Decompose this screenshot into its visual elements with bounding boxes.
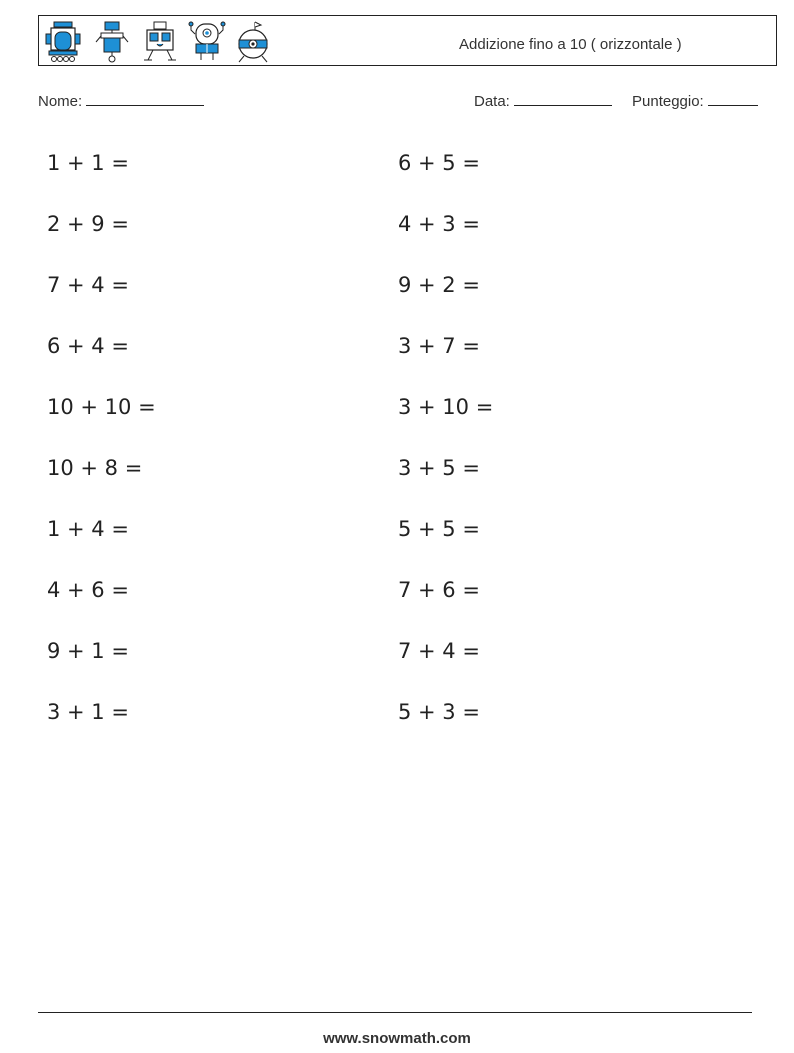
problem-right-6: 3 + 5 = [398,456,480,480]
name-label: Nome: [38,93,83,110]
worksheet-title: Addizione fino a 10 ( orizzontale ) [459,36,682,53]
problem-right-10: 5 + 3 = [398,700,480,724]
problem-right-4: 3 + 7 = [398,334,480,358]
problem-right-7: 5 + 5 = [398,517,480,541]
problem-right-5: 3 + 10 = [398,395,494,419]
problem-right-1: 6 + 5 = [398,151,480,175]
problem-left-7: 1 + 4 = [47,517,129,541]
problem-left-6: 10 + 8 = [47,456,143,480]
problem-right-9: 7 + 4 = [398,639,480,663]
problem-left-4: 6 + 4 = [47,334,129,358]
problem-left-1: 1 + 1 = [47,151,129,175]
score-label: Punteggio: [632,93,704,110]
problem-left-8: 4 + 6 = [47,578,129,602]
problem-left-2: 2 + 9 = [47,212,129,236]
problem-left-3: 7 + 4 = [47,273,129,297]
date-label: Data: [474,93,510,110]
problem-right-2: 4 + 3 = [398,212,480,236]
problem-left-9: 9 + 1 = [47,639,129,663]
footer-url: www.snowmath.com [323,1030,471,1047]
problem-left-5: 10 + 10 = [47,395,156,419]
problem-right-8: 7 + 6 = [398,578,480,602]
footer-divider [38,1012,752,1013]
problem-right-3: 9 + 2 = [398,273,480,297]
problem-left-10: 3 + 1 = [47,700,129,724]
